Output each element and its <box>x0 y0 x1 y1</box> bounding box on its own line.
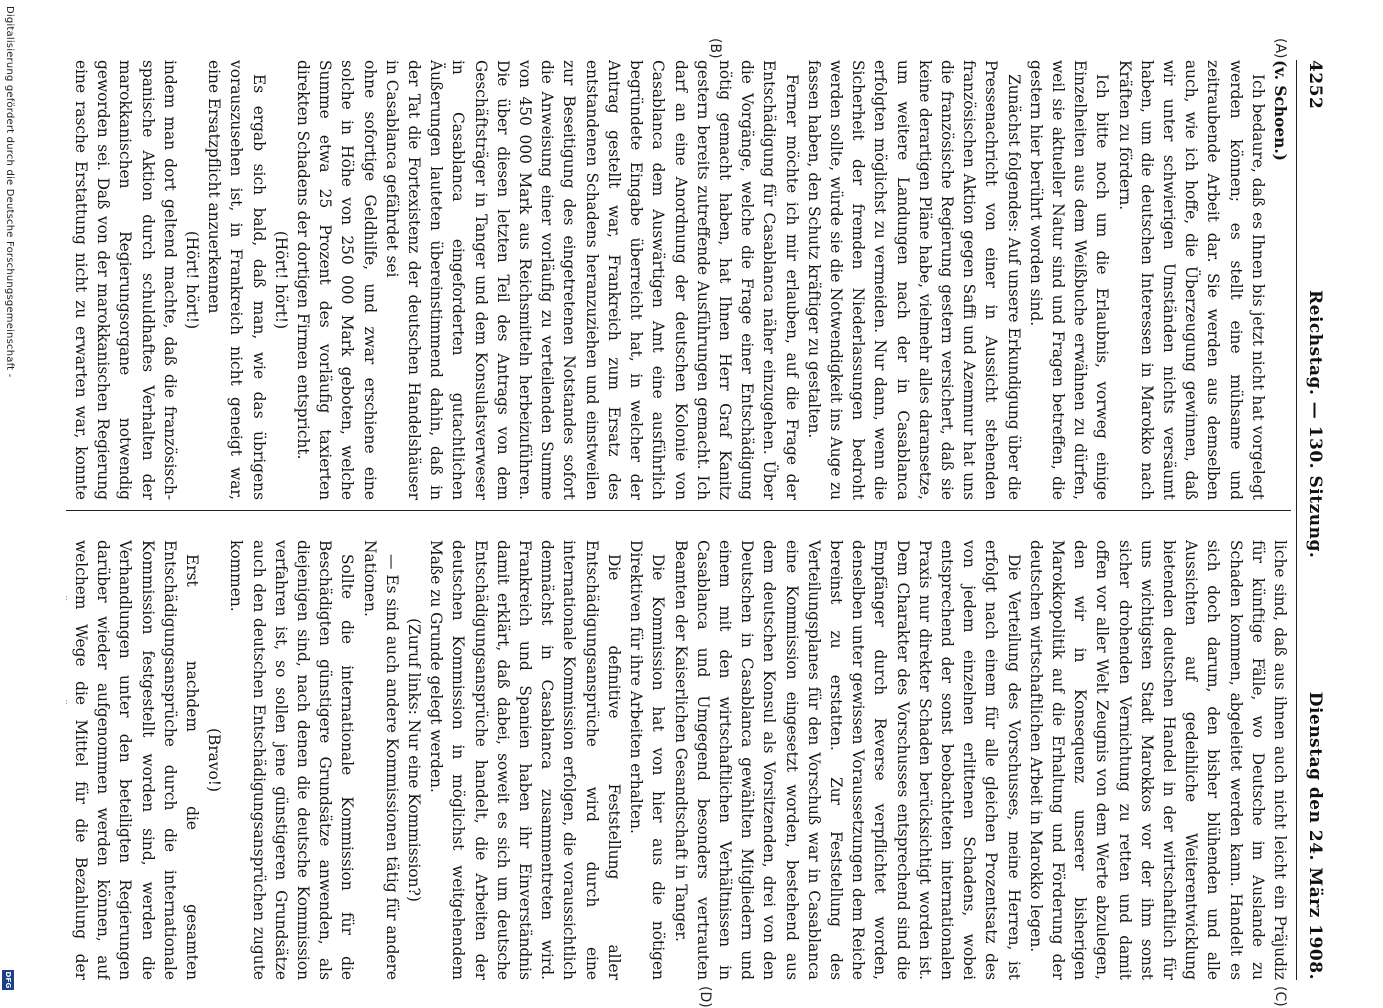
page-header <box>1297 60 1325 980</box>
right-column <box>66 540 1291 980</box>
paragraph: Zunächst folgendes: Auf unsere Erkundigung über die Pressenachricht von einer in Aussicht stehenden französischen Aktion gegen Saffi und Azemmur hat uns die französische Regierung gestern versichert, daß sie keine derartigen Pläne habe, vielmehr alles daransetze, um weitere Landungen nach der in Casablanca erfolgten möglichst zu vermeiden. Nur dann, wenn die Sicherheit der fremden Niederlassungen bedroht werden sollte, würde sie die Notwendigkeit ins Auge zu fassen haben, den Schutz kräftiger zu gestalten. <box>804 60 1023 500</box>
session-title: Reichstag. — 130. Sitzung. <box>1305 290 1325 559</box>
interjection: (Zuruf links: Nur eine Kommission?) <box>405 618 424 902</box>
paragraph: Sollte die internationale Kommission für die Beschädigten günstigere Grundsätze anwenden, als diejenigen sind, nach denen die deutsche Kommission verfahren ist, so sollen jene günstigeren Grundsätze auch den deutschen Entschädigungsansprüchen zugute kommen. <box>227 540 357 980</box>
digitization-footer <box>0 0 15 1000</box>
paragraph: — Es sind auch andere Kommissionen tätig für andere Nationen. <box>360 540 401 980</box>
paragraph: Ich bitte noch um die Erlaubnis, vorweg einige Einzelheiten aus dem Weißbuche erwähnen zu dürfen, weil sie aktueller Natur sind und Fragen betreffen, die gestern hier berührt worden sind. <box>1026 60 1112 500</box>
paragraph: liche sind, daß aus ihnen auch nicht leicht ein Präjudiz für künftige Fälle, wo Deutsche im Auslande zu Schaden kommen, abgeleitet werden kann. Handelt es sich doch darum, den bisher blühenden und alle Aussichten auf gedeihliche Weiterentwicklung bietenden deutschen Handel in der wirtschaftlich für uns wichtigsten Stadt Marokkos vor der ihm sonst sicher drohenden Vernichtung zu retten und damit offen vor aller Welt Zeugnis von dem Werte abzulegen, den wir in Konsequenz unserer bisherigen Marokkopolitik auf die Erhaltung und Förderung der deutschen wirtschaftlichen Arbeit in Marokko legen. <box>1026 540 1289 980</box>
paragraph: Ferner möchte ich mir erlauben, auf die Frage der Entschädigung für Casablanca näher einzugehen. Über die Vorgänge, welche die Frage einer Entschädigung nötig gemacht haben, hat Ihnen Herr Graf Kanitz gestern bereits zutreffende Ausführungen gemacht. Ich darf an eine Anordnung der deutschen Kolonie von Casablanca dem Auswärtigen Amt eine ausführlich begründete Eingabe überreicht hat, in welcher der Antrag gestellt war, Frankreich zum Ersatz des entstandenen Schadens heranzuziehen und einstweilen zur Beseitigung des eingetretenen Notstandes sofort die Anweisung einer vorläufig zu verteilenden Summe von 450 000 Mark aus Reichsmitteln herbeizuführen. Die über diesen letzten Teil des Antrags von dem Geschäftsträger in Tanger und dem Konsulatsverweser in Casablanca eingeforderten gutachtlichen Äußerungen lauteten übereinstimmend dahin, daß in der Tat die Fortexistenz der deutschen Handelshäuser in Casablanca gefährdet sei <box>382 60 801 500</box>
paragraph: ohne sofortige Geldhilfe, und zwar erschiene eine solche in Höhe von 250 000 Mark geboten, welche Summe etwa 25 Prozent des vorläufig taxierten direkten Schadens der dortigen Firmen entspricht. <box>294 60 379 500</box>
paragraph: Es ergab sich bald, daß man, wie das übrigens vorauszusehen ist, in Frankreich nicht geneigt war, eine Ersatzpflicht anzuerkennen <box>205 60 268 500</box>
session-date: Dienstag den 24. März 1908. <box>1305 691 1325 980</box>
paragraph: Ich bedaure, daß es Ihnen bis jetzt nicht hat vorgelegt werden können; es stellt eine mühsame und zeitraubende Arbeit dar. Sie werden aus demselben auch, wie ich hoffe, die Überzeugung gewinnen, daß wir unter schwierigen Umständen nichts versäumt haben, um die deutschen Interessen in Marokko nach Kräften zu fördern. <box>1115 60 1267 500</box>
margin-marker-c: (C) <box>1272 986 1288 1007</box>
speaker-label: (v. Schoen.) <box>1271 60 1289 161</box>
paragraph: Die Verteilung des Vorschusses, meine Herren, ist erfolgt nach einem für alle gleichen Prozentsatz des von jedem einzelnen erlittenen Schadens, wobei entsprechend der sonst beobachteten internationalen Praxis nur direkter Schaden berücksichtigt worden ist. Dem Charakter des Vorschusses entsprechend sind die Empfänger durch Reverse verpflichtet worden, denselben unter gewissen Voraussetzungen dem Reiche bereinst zu erstatten. Zur Feststellung des Verteilungsplanes für den Vorschuß war in Casablanca eine Kommission eingesetzt worden, bestehend aus dem deutschen Konsul als Vorsitzenden, drei von den Deutschen in Casablanca gewählten Mitgliedern und einem mit den wirtschaftlichen Verhältnissen in Casablanca und Umgegend besonders vertrauten Beamten der Kaiserlichen Gesandtschaft in Tanger. <box>671 540 1023 980</box>
left-column <box>66 60 1291 500</box>
margin-marker-d: (D) <box>697 986 713 1008</box>
funding-credit: Digitalisierung gefördert durch die Deutsche Forschungsgemeinschaft - <box>4 6 15 378</box>
page-number: 4252 <box>1305 60 1325 110</box>
paragraph: Erst nachdem die gesamten Entschädigungsansprüche durch die internationale Kommission festgestellt worden sind, werden die Verhandlungen unter den beteiligten Regierungen darüber wieder aufgenommen werden können, auf welchem Wege die Mittel für die Bezahlung der <box>72 540 202 980</box>
paragraph: Die definitive Feststellung aller Entschädigungsansprüche wird durch eine internationale Kommission erfolgen, die voraussichtlich demnächst in Casablanca zusammentreten wird. Frankreich und Spanien haben ihr Einverständnis damit erklärt, daß dabei, soweit es sich um deutsche Entschädigungsansprüche handelt, die Arbeiten der deutschen Kommission in möglichst weitgehendem Maße zu Grunde gelegt werden. <box>427 540 623 980</box>
margin-marker-a: (A) <box>1272 38 1288 59</box>
interjection: (Hört! hört!) <box>183 230 202 330</box>
paragraph: indem man dort geltend machte, daß die französisch-spanische Aktion durch schuldhaftes Verhalten der marokkanischen Regierungsorgane notwendig geworden sei. Daß von der marokkanischen Regierung eine rasche Erstattung nicht zu erwarten war, konnte <box>72 60 179 500</box>
dfg-logo-icon: DFG <box>4 971 12 989</box>
column-divider <box>66 510 1291 511</box>
header-rule <box>1296 60 1297 980</box>
interjection: (Hört! hört!) <box>271 230 290 330</box>
paragraph: Die Kommission hat von hier aus die nötigen Direktiven für ihre Arbeiten erhalten. <box>627 540 668 980</box>
margin-marker-b: (B) <box>707 38 723 59</box>
interjection: (Bravo!) <box>205 728 224 792</box>
